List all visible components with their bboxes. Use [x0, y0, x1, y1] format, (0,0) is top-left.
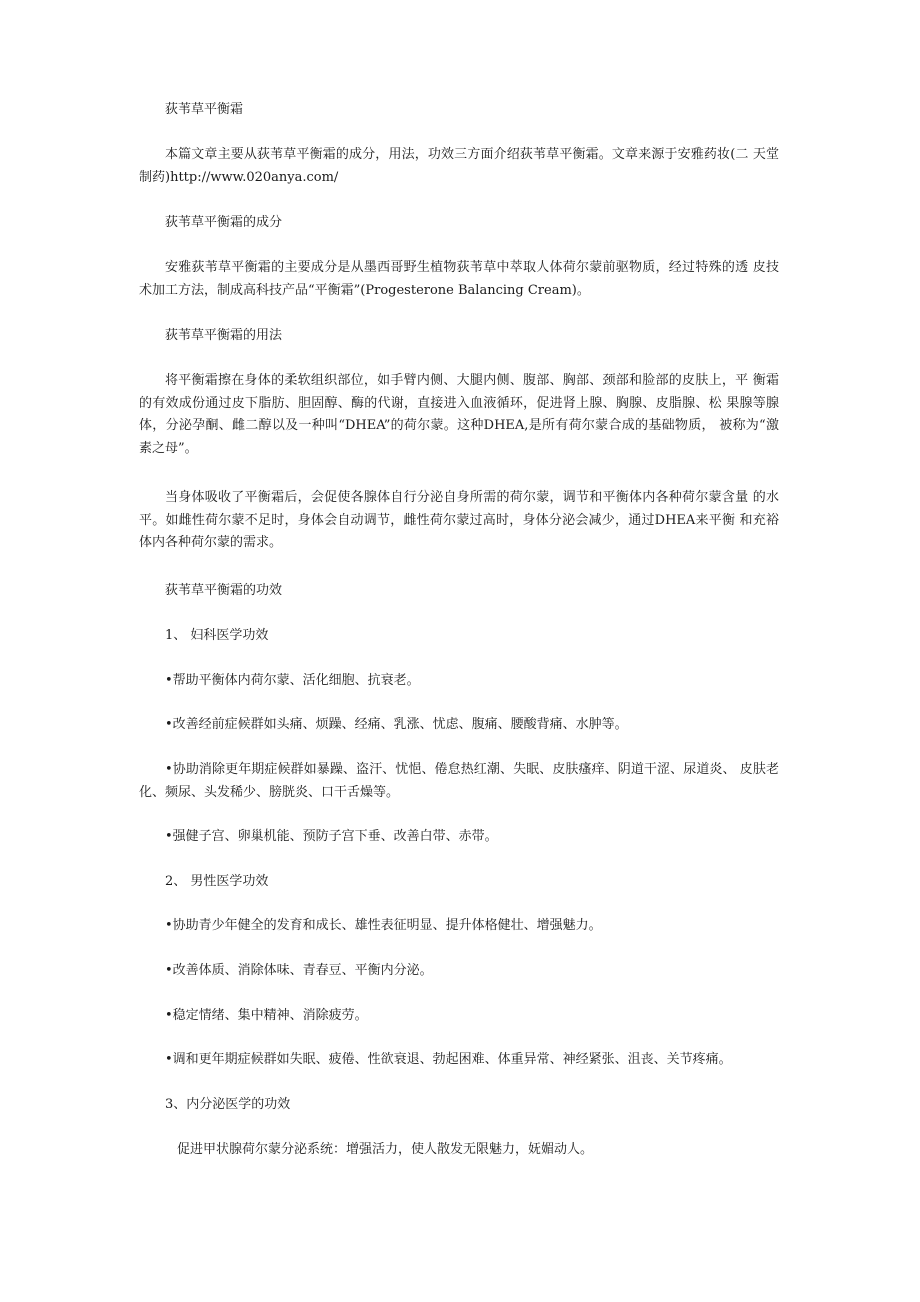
gynecology-item: •强健子宫、卵巢机能、预防子宫下垂、改善白带、赤带。: [165, 829, 498, 844]
male-item: •稳定情绪、集中精神、消除疲劳。: [165, 1008, 368, 1023]
ingredients-paragraph: 安雅荻苇草平衡霜的主要成分是从墨西哥野生植物荻苇草中萃取人体荷尔蒙前驱物质，经过特殊的透 皮技术加工方法，制成高科技产品“平衡霜”(Progesterone Balancing Cream)。: [139, 260, 779, 298]
male-item: •协助青少年健全的发育和成长、雄性表征明显、提升体格健壮、增强魅力。: [165, 918, 602, 933]
effects-heading: 荻苇草平衡霜的功效: [165, 583, 283, 598]
endocrine-item: 促进甲状腺荷尔蒙分泌系统：增强活力，使人散发无限魅力，妩媚动人。: [177, 1142, 594, 1157]
usage-paragraph-2: 当身体吸收了平衡霜后，会促使各腺体自行分泌自身所需的荷尔蒙，调节和平衡体内各种荷尔蒙含量 的水平。如雌性荷尔蒙不足时，身体会自动调节，雌性荷尔蒙过高时，身体分泌会减少，通过DHEA来平衡 和充裕体内各种荷尔蒙的需求。: [139, 490, 779, 550]
male-item: •改善体质、消除体味、青春豆、平衡内分泌。: [165, 963, 433, 978]
intro-paragraph: 本篇文章主要从荻苇草平衡霜的成分，用法，功效三方面介绍荻苇草平衡霜。文章来源于安雅药妆(二 天堂制药)http://www.020anya.com/: [139, 147, 779, 185]
male-heading: 2、 男性医学功效: [165, 874, 269, 889]
gynecology-item: •改善经前症候群如头痛、烦躁、经痛、乳涨、忧虑、腹痛、腰酸背痛、水肿等。: [165, 717, 628, 732]
usage-heading: 荻苇草平衡霜的用法: [165, 328, 283, 343]
endocrine-heading: 3、内分泌医学的功效: [165, 1097, 291, 1112]
document-title: 荻苇草平衡霜: [165, 102, 244, 117]
gynecology-heading: 1、 妇科医学功效: [165, 628, 269, 643]
gynecology-item: •帮助平衡体内荷尔蒙、活化细胞、抗衰老。: [165, 673, 420, 688]
male-item: •调和更年期症候群如失眠、疲倦、性欲衰退、勃起困难、体重异常、神经紧张、沮丧、关节疼痛。: [165, 1052, 732, 1067]
usage-paragraph-1: 将平衡霜擦在身体的柔软组织部位，如手臂内侧、大腿内侧、腹部、胸部、颈部和脸部的皮肤上，平 衡霜的有效成份通过皮下脂肪、胆固醇、酶的代谢，直接进入血液循环，促进肾上腺、胸腺、皮脂腺、松 果腺等腺体，分泌孕酮、雌二醇以及一种叫“DHEA”的荷尔蒙。这种DHEA,是所有荷尔蒙合成的基础物质， 被称为“激素之母”。: [139, 373, 779, 456]
ingredients-heading: 荻苇草平衡霜的成分: [165, 215, 283, 230]
gynecology-item: •协助消除更年期症候群如暴躁、盗汗、忧悒、倦怠热红潮、失眠、皮肤瘙痒、阴道干涩、尿道炎、 皮肤老化、频尿、头发稀少、膀胱炎、口干舌燥等。: [139, 762, 779, 800]
